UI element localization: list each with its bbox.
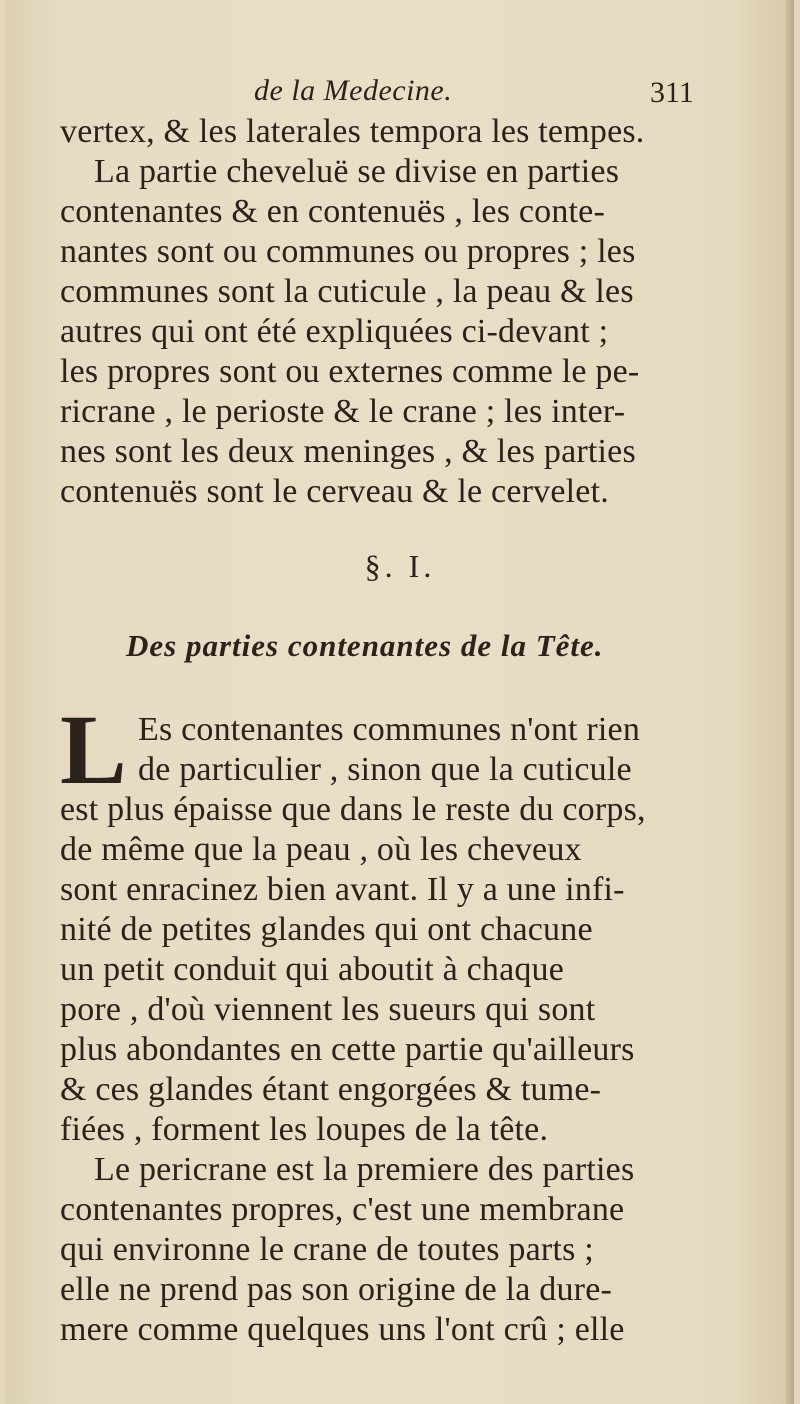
text-line: nes sont les deux meninges , & les parties [60,433,636,470]
text-line: contenantes & en contenuës , les conte- [60,193,605,230]
text-line: fiées , forment les loupes de la tête. [60,1111,549,1148]
text-line: de particulier , sinon que la cuticule [138,751,632,788]
text-line: ricrane , le perioste & le crane ; les inter- [60,393,626,430]
text-line: elle ne prend pas son origine de la dure- [60,1271,613,1308]
text-line: mere comme quelques uns l'ont crû ; elle [60,1311,625,1348]
text-line: & ces glandes étant engorgées & tume- [60,1071,602,1108]
text-line: nantes sont ou communes ou propres ; les [60,233,636,270]
text-line: sont enracinez bien avant. Il y a une infi- [60,871,625,908]
text-line: autres qui ont été expliquées ci-devant ; [60,313,609,350]
text-line: est plus épaisse que dans le reste du corps, [60,791,646,828]
text-line: La partie cheveluë se divise en parties [94,153,620,190]
text-line: Es contenantes communes n'ont rien [138,711,641,748]
text-line: pore , d'où viennent les sueurs qui sont [60,991,596,1028]
page-edge [786,0,794,1404]
text-line: les propres sont ou externes comme le pe- [60,353,640,390]
text-line: de même que la peau , où les cheveux [60,831,582,868]
text-line: contenantes propres, c'est une membrane [60,1191,625,1228]
text-line: vertex, & les laterales tempora les tempes. [60,113,645,150]
text-line: qui environne le crane de toutes parts ; [60,1231,594,1268]
page-number: 311 [650,76,694,109]
text-line: Le pericrane est la premiere des parties [94,1151,635,1188]
drop-cap: L [60,694,127,805]
text-line: contenuës sont le cerveau & le cervelet. [60,473,609,510]
text-line: nité de petites glandes qui ont chacune [60,911,593,948]
text-line: communes sont la cuticule , la peau & les [60,273,634,310]
text-line: un petit conduit qui aboutit à chaque [60,951,565,988]
text-line: plus abondantes en cette partie qu'ailleurs [60,1031,635,1068]
section-number: §. I. [364,548,436,584]
running-title: de la Medecine. [254,74,453,107]
section-subheading: Des parties contenantes de la Tête. [126,628,604,663]
